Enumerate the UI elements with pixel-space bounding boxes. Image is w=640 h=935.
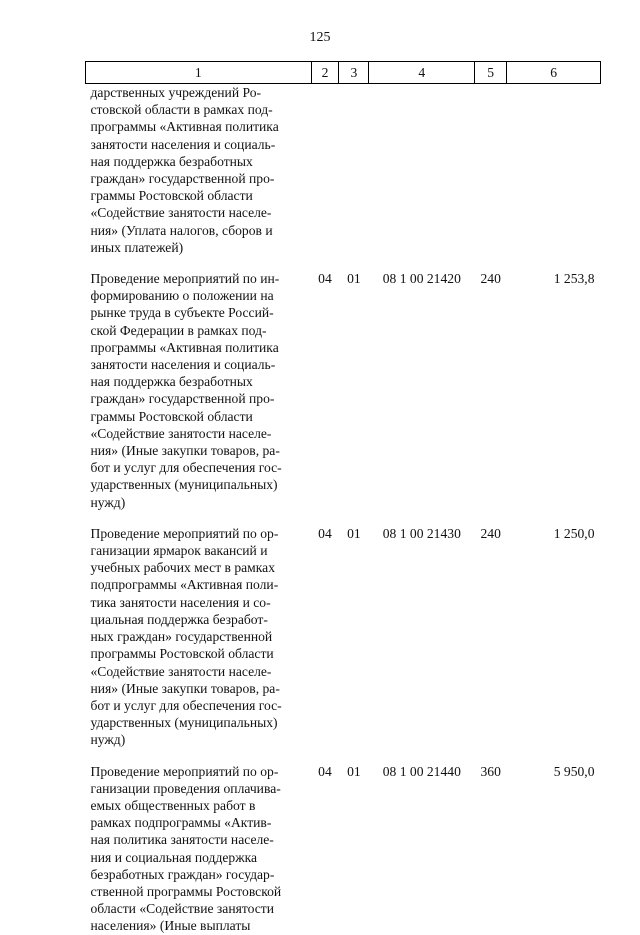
row-subsection-code: 01 xyxy=(347,271,361,287)
row-target-article-code: 08 1 00 21430 xyxy=(382,525,461,541)
description-line: циальная поддержка безработ- xyxy=(90,611,268,627)
header-col-6: 6 xyxy=(507,62,601,84)
header-col-4: 4 xyxy=(369,62,475,84)
budget-table xyxy=(85,61,601,935)
description-line: нужд) xyxy=(90,732,126,748)
table-row xyxy=(86,256,601,511)
description-line: ской Федерации в рамках под- xyxy=(90,322,267,338)
description-line: ных граждан» государственной xyxy=(90,629,273,645)
row-expense-type-code: 240 xyxy=(480,271,501,287)
row-subsection-code xyxy=(339,84,369,257)
description-line: формированию о положении на xyxy=(90,288,274,304)
row-description xyxy=(86,256,312,511)
table-header xyxy=(86,62,601,84)
description-line: ударственных (муниципальных) xyxy=(90,715,278,731)
row-target-article-code xyxy=(369,84,475,257)
description-line: граждан» государственной про- xyxy=(90,391,275,407)
description-line: безработных граждан» государ- xyxy=(90,866,275,882)
description-line: ная политика занятости населе- xyxy=(90,832,274,848)
row-expense-type-code: 360 xyxy=(480,763,501,779)
description-line: бот и услуг для обеспечения гос- xyxy=(90,697,282,713)
description-line: программы «Активная политика xyxy=(90,119,279,135)
table-row xyxy=(86,511,601,749)
row-expense-type-code: 240 xyxy=(480,525,501,541)
description-line: «Содействие занятости населе- xyxy=(90,663,272,679)
row-description xyxy=(86,84,312,257)
description-line: рынке труда в субъекте Россий- xyxy=(90,305,274,321)
header-row xyxy=(86,62,601,84)
description-line: нужд) xyxy=(90,494,126,510)
description-line: ная поддержка безработных xyxy=(90,153,253,169)
description-line: граммы Ростовской области xyxy=(90,408,253,424)
description-line: учебных рабочих мест в рамках xyxy=(90,560,276,576)
description-line: граммы Ростовской области xyxy=(90,188,253,204)
header-col-3: 3 xyxy=(339,62,369,84)
description-line: «Содействие занятости населе- xyxy=(90,205,272,221)
description-line: программы Ростовской области xyxy=(90,646,274,662)
row-amount: 1 250,0 xyxy=(553,525,595,541)
row-target-article-code: 08 1 00 21420 xyxy=(382,271,461,287)
description-line: «Содействие занятости населе- xyxy=(90,425,272,441)
description-line: стовской области в рамках под- xyxy=(90,102,273,118)
description-line: ния» (Иные закупки товаров, ра- xyxy=(90,443,280,459)
description-line: Проведение мероприятий по ор- xyxy=(90,763,279,779)
row-amount: 5 950,0 xyxy=(553,763,595,779)
description-line: ния» (Уплата налогов, сборов и xyxy=(90,222,273,238)
description-line: ная поддержка безработных xyxy=(90,374,253,390)
row-section-code: 04 xyxy=(318,271,332,287)
table-row xyxy=(86,749,601,935)
description-line: подпрограммы «Активная поли- xyxy=(90,577,279,593)
description-line: Проведение мероприятий по ин- xyxy=(90,271,280,287)
description-line: бот и услуг для обеспечения гос- xyxy=(90,460,282,476)
description-line: программы «Активная политика xyxy=(90,339,279,355)
description-line: занятости населения и социаль- xyxy=(90,136,276,152)
row-subsection-code: 01 xyxy=(347,525,361,541)
row-target-article-code: 08 1 00 21440 xyxy=(382,763,461,779)
description-line: емых общественных работ в xyxy=(90,797,256,813)
description-line: Проведение мероприятий по ор- xyxy=(90,525,279,541)
description-line: ударственных (муниципальных) xyxy=(90,477,278,493)
description-line: дарственных учреждений Ро- xyxy=(90,85,262,100)
header-col-5: 5 xyxy=(475,62,507,84)
row-section-code: 04 xyxy=(318,763,332,779)
table-body xyxy=(86,84,601,935)
description-line: занятости населения и социаль- xyxy=(90,357,276,373)
description-line: ния и социальная поддержка xyxy=(90,849,258,865)
description-line: иных платежей) xyxy=(90,239,184,255)
row-section-code: 04 xyxy=(318,525,332,541)
row-description xyxy=(86,511,312,749)
description-line: ганизации ярмарок вакансий и xyxy=(90,543,268,559)
row-description xyxy=(86,749,312,935)
description-line: ния» (Иные закупки товаров, ра- xyxy=(90,680,280,696)
table-row xyxy=(86,84,601,257)
description-line: области «Содействие занятости xyxy=(90,901,275,917)
description-line: рамках подпрограммы «Актив- xyxy=(90,815,272,831)
description-line: граждан» государственной про- xyxy=(90,171,275,187)
row-subsection-code: 01 xyxy=(347,763,361,779)
row-section-code xyxy=(311,84,339,257)
row-amount: 1 253,8 xyxy=(553,271,595,287)
page-number: 125 xyxy=(309,30,331,45)
description-line: тика занятости населения и со- xyxy=(90,594,271,610)
description-line: ственной программы Ростовской xyxy=(90,883,282,899)
row-expense-type-code xyxy=(475,84,507,257)
row-amount xyxy=(507,84,601,257)
header-col-1: 1 xyxy=(86,62,312,84)
header-col-2: 2 xyxy=(311,62,339,84)
description-line: населения» (Иные выплаты xyxy=(90,918,251,934)
description-line: ганизации проведения оплачива- xyxy=(90,780,281,796)
